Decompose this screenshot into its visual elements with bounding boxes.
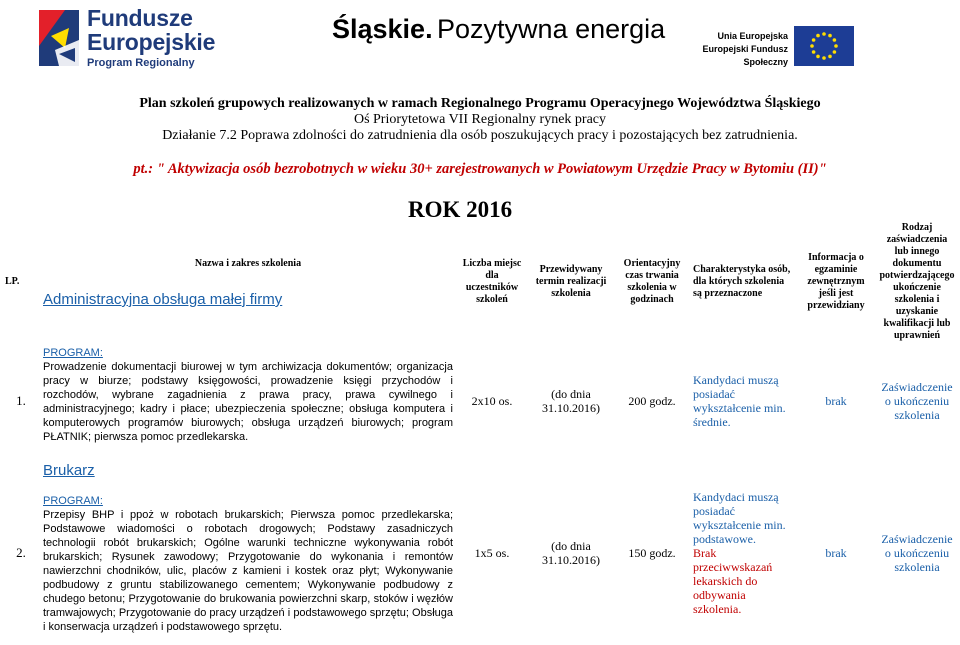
row-term: (do dnia 31.10.2016) [542, 538, 600, 567]
row-lp: 1. [16, 393, 26, 408]
header-people: Charakterystyka osób, dla których szkolenia są przeznaczone [693, 264, 791, 299]
row-exam: brak [825, 545, 847, 560]
program-label: PROGRAM: [43, 495, 103, 507]
training-plan-table [2, 222, 958, 645]
header-places: Liczba miejsc dla uczestników szkoleń [462, 258, 522, 305]
row-exam: brak [825, 394, 847, 408]
row-program [40, 342, 456, 460]
people-medical-note: Brak przeciwwskazań lekarskich do odbywania szkolenia. [693, 545, 773, 616]
row-term: (do dnia 31.10.2016) [542, 387, 600, 415]
year-label: ROK 2016 [408, 197, 513, 222]
table-row [2, 342, 958, 460]
logo-bar [0, 0, 960, 92]
people-text: Kandydaci muszą posiadać wykształcenie min. podstawowe. [693, 489, 786, 546]
row-people: Kandydaci muszą posiadać wykształcenie min. średnie. [693, 373, 786, 429]
document-heading [0, 96, 960, 144]
fe-logo-line1: Fundusze [87, 5, 193, 31]
header-term: Przewidywany termin realizacji szkolenia [535, 264, 607, 299]
fe-logo-line2: Europejskie [87, 29, 216, 55]
header-lp: LP. [5, 276, 20, 287]
plan-title: Plan szkoleń grupowych realizowanych w ramach Regionalnego Programu Operacyjnego Województwa Śląskiego [139, 96, 821, 111]
fundusze-europejskie-logo [35, 4, 216, 88]
table-row [2, 460, 958, 645]
header-exam: Informacja o egzaminie zewnętrznym jeśli jest przewidziany [807, 252, 865, 311]
fe-star-mark-icon [35, 6, 83, 70]
slaskie-brand: Śląskie. [332, 14, 433, 44]
row-duration: 150 godz. [628, 545, 676, 560]
priority-axis: Oś Priorytetowa VII Regionalny rynek pracy [353, 112, 607, 127]
program-text: Przepisy BHP i ppoż w robotach brukarskich; Pierwsza pomoc przedlekarska; Podstawowe wiadomości o robotach drogowych; Podstawy zasadniczych technologii robót brukarskich; Ogólne warunki techniczne wykonywania robót brukarskich; Rysunek zawodowy; Przygotowanie do wykonania i remontów nawierzchni chodników, ulic, placów z kamieni i kostek oraz płyt; Wykonywanie podbudowy z gruntu stabilizowanego cementem; Wykonywanie podbudowy z chudego betonu; Przygotowanie do brukowania powierzchni skarp, stoków i węzłów tramwajowych; Przygotowanie do pracy urządzeń i podstawowego sprzętu; Obsługa i konserwacja urządzeń i podstawowego sprzętu. [43, 509, 453, 633]
slaskie-tagline: Pozytywna energia [437, 14, 666, 44]
row-lp: 2. [16, 544, 26, 560]
row-places: 1x5 os. [474, 545, 510, 560]
program-text: Prowadzenie dokumentacji biurowej w tym archiwizacja dokumentów; organizacja pracy w biurze; podstawy księgowości, prowadzenie księgi przychodów i rozchodów, wybrane zagadnienia z prawa pracy, prawa cywilnego i administracyjnego; kadry i płace; ubezpieczenia społeczne; obsługa komputera i komputerowych programów biurowych; obsługa urządzeń biurowych; program PŁATNIK; pierwsza pomoc przedlekarska. [43, 361, 453, 443]
header-name [40, 222, 456, 342]
header-certificate: Rodzaj zaświadczenia lub innego dokumentu potwierdzającego ukończenie szkolenia i uzyskanie kwalifikacji lub uprawnień [879, 222, 955, 341]
eu-flag-icon [794, 26, 854, 66]
eu-logo [676, 26, 856, 70]
row-certificate: Zaświadczenie o ukończeniu szkolenia [881, 531, 953, 574]
row-duration: 200 godz. [628, 394, 676, 408]
table-header-row [2, 222, 958, 342]
slaskie-logo [332, 14, 665, 54]
course-title-2: Brukarz [43, 462, 95, 479]
header-duration: Orientacyjny czas trwania szkolenia w godzinach [623, 258, 681, 305]
project-title: pt.: " Aktywizacja osób bezrobotnych w wieku 30+ zarejestrowanych w Powiatowym Urzędzie Pracy w Bytomiu (II)" [133, 161, 827, 177]
row-places: 2x10 os. [471, 394, 513, 408]
row-people [690, 460, 796, 645]
header-name-label: Nazwa i zakres szkolenia [194, 258, 302, 269]
eu-line1: Unia Europejska [717, 31, 788, 41]
eu-line2: Europejski Fundusz Społeczny [702, 44, 788, 67]
course-title-1: Administracyjna obsługa małej firmy [43, 291, 283, 308]
row-certificate: Zaświadczenie o ukończeniu szkolenia [881, 380, 953, 422]
fe-logo-line3: Program Regionalny [87, 57, 195, 69]
program-label: PROGRAM: [43, 347, 103, 359]
row-program [40, 460, 456, 645]
measure-line: Działanie 7.2 Poprawa zdolności do zatrudnienia dla osób poszukujących pracy i pozostających bez zatrudnienia. [162, 128, 798, 143]
